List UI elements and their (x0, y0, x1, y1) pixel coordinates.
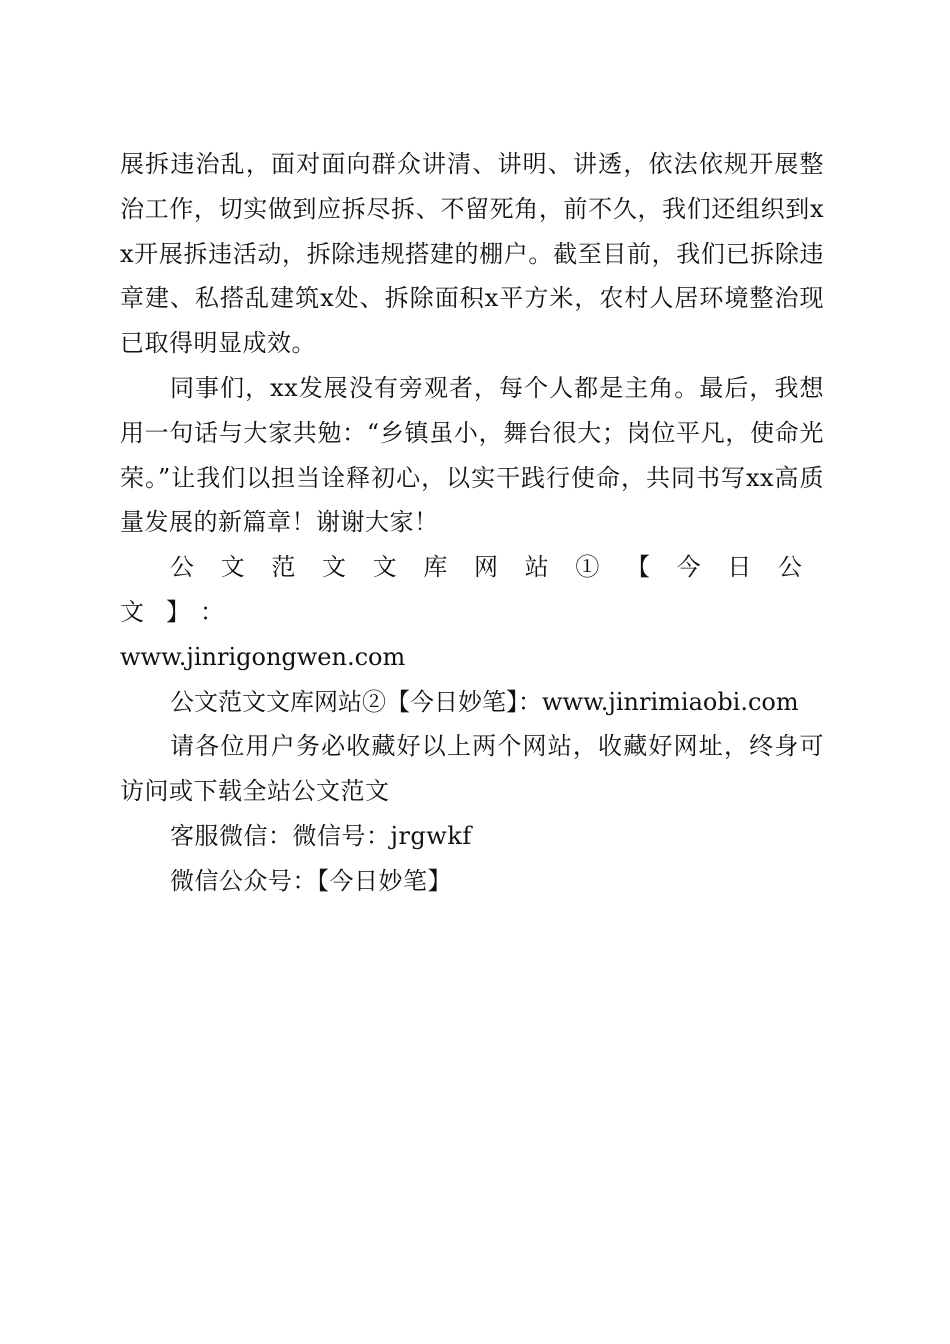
paragraph-closing: 同事们，xx发展没有旁观者，每个人都是主角。最后，我想用一句话与大家共勉：“乡镇虽小，舞台很大；岗位平凡，使命光荣。”让我们以担当诠释初心，以实干践行使命，共同书写xx高质量发展的新篇章！谢谢大家！ (120, 373, 824, 537)
footer-notice: 请各位用户务必收藏好以上两个网站，收藏好网址，终身可访问或下载全站公文范文 (120, 732, 824, 806)
footer-site1-url: www.jinrigongwen.com (120, 642, 406, 671)
footer-site1-label: 公文范文文库网站①【今日公文】： (120, 553, 824, 626)
footer-wechat: 客服微信：微信号：jrgwkf (170, 821, 472, 850)
footer-official-account: 微信公众号：【今日妙笔】 (170, 866, 452, 895)
paragraph-demolition: 展拆违治乱，面对面向群众讲清、讲明、讲透，依法依规开展整治工作，切实做到应拆尽拆、不留死角，前不久，我们还组织到xx开展拆违活动，拆除违规搭建的棚户。截至目前，我们已拆除违章建、私搭乱建筑x处、拆除面积x平方米，农村人居环境整治现已取得明显成效。 (120, 150, 824, 358)
document-body (120, 142, 824, 904)
footer-site2: 公文范文文库网站②【今日妙笔】：www.jinrimiaobi.com (170, 687, 799, 716)
